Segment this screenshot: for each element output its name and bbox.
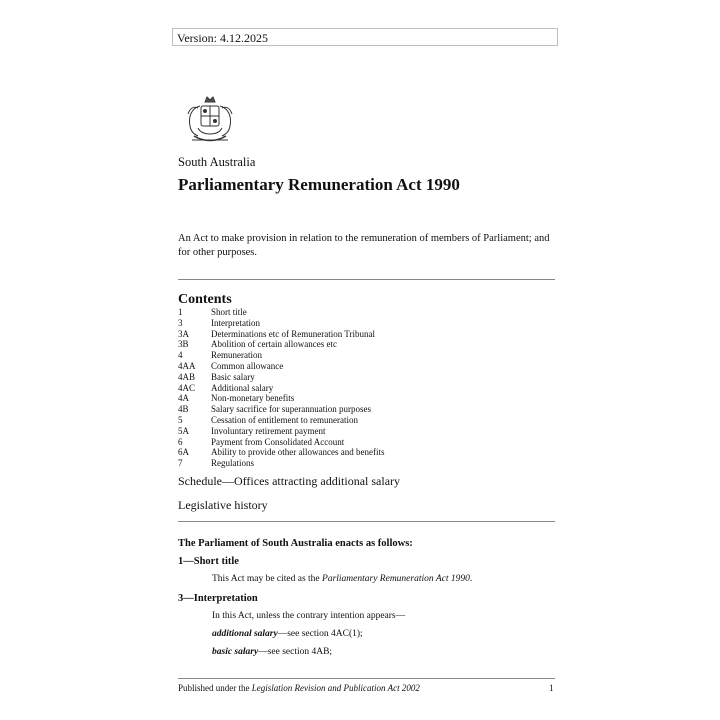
section-3-intro: In this Act, unless the contrary intention appears— bbox=[212, 611, 406, 621]
divider bbox=[178, 521, 555, 522]
contents-heading: Contents bbox=[178, 292, 232, 307]
long-title: An Act to make provision in relation to the remuneration of members of Parliament; and for other purposes. bbox=[178, 233, 550, 258]
defined-term: additional salary bbox=[212, 629, 278, 639]
page-number: 1 bbox=[549, 683, 554, 693]
jurisdiction: South Australia bbox=[178, 155, 256, 169]
toc-entry[interactable]: 6 Payment from Consolidated Account bbox=[178, 436, 345, 447]
footer-divider bbox=[178, 678, 555, 679]
toc-entry[interactable]: 3 Interpretation bbox=[178, 317, 260, 328]
section-1-heading: 1—Short title bbox=[178, 556, 239, 567]
toc-entry[interactable]: 3A Determinations etc of Remuneration Tribunal bbox=[178, 328, 375, 339]
toc-entry[interactable]: 7 Regulations bbox=[178, 458, 254, 469]
toc-entry[interactable]: 3B Abolition of certain allowances etc bbox=[178, 339, 337, 350]
toc-entry[interactable]: 5 Cessation of entitlement to remuneration bbox=[178, 414, 358, 425]
table-of-contents bbox=[178, 307, 384, 469]
toc-entry[interactable]: 4AC Additional salary bbox=[178, 382, 274, 393]
enacting-words: The Parliament of South Australia enacts as follows: bbox=[178, 538, 413, 549]
toc-entry[interactable]: 4AA Common allowance bbox=[178, 360, 284, 371]
toc-entry[interactable]: 1 Short title bbox=[178, 307, 247, 317]
coat-of-arms-icon bbox=[180, 92, 240, 152]
act-title: Parliamentary Remuneration Act 1990 bbox=[178, 175, 460, 194]
toc-entry[interactable]: 6A Ability to provide other allowances and benefits bbox=[178, 447, 385, 458]
section-1-text: This Act may be cited as the Parliamentary Remuneration Act 1990. bbox=[212, 574, 473, 584]
definition-basic-salary: basic salary—see section 4AB; bbox=[212, 647, 333, 657]
toc-entry[interactable]: 4B Salary sacrifice for superannuation purposes bbox=[178, 404, 371, 415]
definition-additional-salary: additional salary—see section 4AC(1); bbox=[212, 629, 363, 639]
toc-history-link[interactable]: Legislative history bbox=[178, 498, 268, 512]
version-label: Version: 4.12.2025 bbox=[177, 31, 268, 45]
toc-schedule-link[interactable]: Schedule—Offices attracting additional salary bbox=[178, 474, 401, 488]
defined-term: basic salary bbox=[212, 647, 259, 657]
toc-entry[interactable]: 5A Involuntary retirement payment bbox=[178, 425, 326, 436]
act-citation: Parliamentary Remuneration Act 1990 bbox=[322, 574, 470, 584]
footer-publication-note: Published under the Legislation Revision and Publication Act 2002 bbox=[178, 683, 420, 693]
toc-entry[interactable]: 4AB Basic salary bbox=[178, 371, 255, 382]
toc-entry[interactable]: 4A Non-monetary benefits bbox=[178, 393, 295, 404]
version-box bbox=[172, 28, 558, 46]
divider bbox=[178, 279, 555, 280]
section-3-heading: 3—Interpretation bbox=[178, 593, 258, 604]
toc-entry[interactable]: 4 Remuneration bbox=[178, 350, 262, 361]
